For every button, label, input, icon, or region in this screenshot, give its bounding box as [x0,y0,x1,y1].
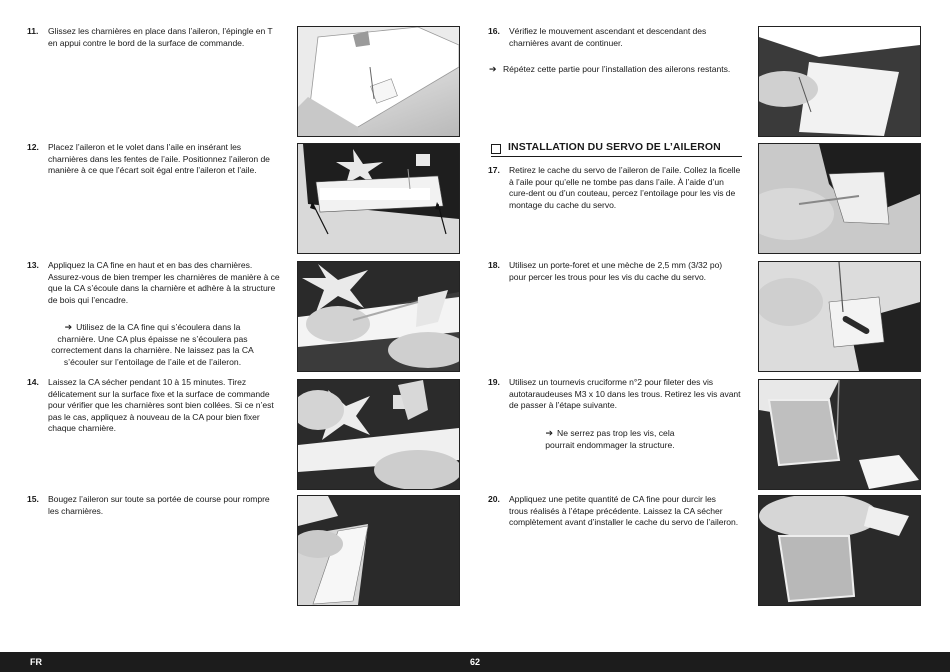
step-number: 18. [488,260,500,270]
arrow-right-icon: ➔ [545,428,554,438]
step-text: Appliquez la CA fine en haut et en bas des charnières. Assurez-vous de bien tremper les charnières de manière à ce que la CA s’écoule dans la charnière et adhère à la structure de bois qui l’encadre. [48,260,280,305]
page-footer [0,652,950,672]
section-title: INSTALLATION DU SERVO DE L’AILERON [508,141,721,153]
step-number: 19. [488,377,500,387]
arrow-right-icon: ➔ [64,322,73,332]
step-number: 15. [27,494,39,504]
step-text: Appliquez une petite quantité de CA fine pour durcir les trous réalisés à l’étape précédente. Laissez la CA sécher complètement avant d’installer le cache du servo de l’aileron. [509,494,739,528]
step-number: 11. [27,26,39,36]
photo-step-12 [297,143,460,254]
step-number: 12. [27,142,39,152]
step-text: Bougez l’aileron sur toute sa portée de course pour rompre les charnières. [48,494,270,516]
photo-step-17 [758,143,921,254]
photo-step-14 [297,379,460,490]
section-heading [491,141,742,157]
step-number: 16. [488,26,500,36]
step-text: Utilisez un porte-foret et une mèche de 2,5 mm (3/32 po) pour percer les trous pour les vis du cache du servo. [509,260,723,282]
photo-step-15 [297,495,460,606]
checkbox-square-icon [491,144,501,154]
step-text: Utilisez un tournevis cruciforme n°2 pour fileter des vis autotaraudeuses M3 x 10 dans les trous. Retirez les vis avant de passer à l’étape suivante. [509,377,741,411]
photo-step-19 [758,379,921,490]
photo-step-20 [758,495,921,606]
note-13: ➔ Utilisez de la CA fine qui s’écoulera dans la charnière. Une CA plus épaisse ne s’écoulera pas correctement dans la charnière. Ne laissez pas la CA s’écouler sur l’entoilage de l’aile et de l’aileron. [51,322,254,367]
step-text: Glissez les charnières en place dans l’aileron, l’épingle en T en appui contre le bord de la surface de commande. [48,26,273,48]
language-code: FR [30,657,42,667]
step-text: Placez l’aileron et le volet dans l’aile en insérant les charnières dans les fentes de l’aile. Positionnez l’aileron de manière à ce que l’écart soit égal entre l’aileron et l’aile. [48,142,270,176]
note-16: ➔ Répétez cette partie pour l’installation des ailerons restants. [489,64,731,74]
step-number: 20. [488,494,500,504]
note-19: ➔ Ne serrez pas trop les vis, cela pourrait endommager la structure. [545,428,675,450]
step-text: Vérifiez le mouvement ascendant et descendant des charnières avant de continuer. [509,26,707,48]
arrow-right-icon: ➔ [489,64,497,74]
page-number: 62 [469,657,480,667]
photo-step-13 [297,261,460,372]
step-number: 17. [488,165,500,175]
photo-step-16 [758,26,921,137]
step-text: Retirez le cache du servo de l’aileron de l’aile. Collez la ficelle à l’aile pour qu’elle ne tombe pas dans l’aile. À l’aide d’un cure-dent ou d’un couteau, percez l’entoilage pour les vis de montage du cache du servo. [509,165,741,210]
photo-step-18 [758,261,921,372]
step-text: Laissez la CA sécher pendant 10 à 15 minutes. Tirez délicatement sur la surface fixe et la surface de commande pour vérifier que les charnières sont bien collées. Si ce n’est pas le cas, appliquez à nouveau de la CA pour bien fixer chaque charnière. [48,377,274,434]
photo-step-11 [297,26,460,137]
step-number: 13. [27,260,39,270]
step-number: 14. [27,377,39,387]
